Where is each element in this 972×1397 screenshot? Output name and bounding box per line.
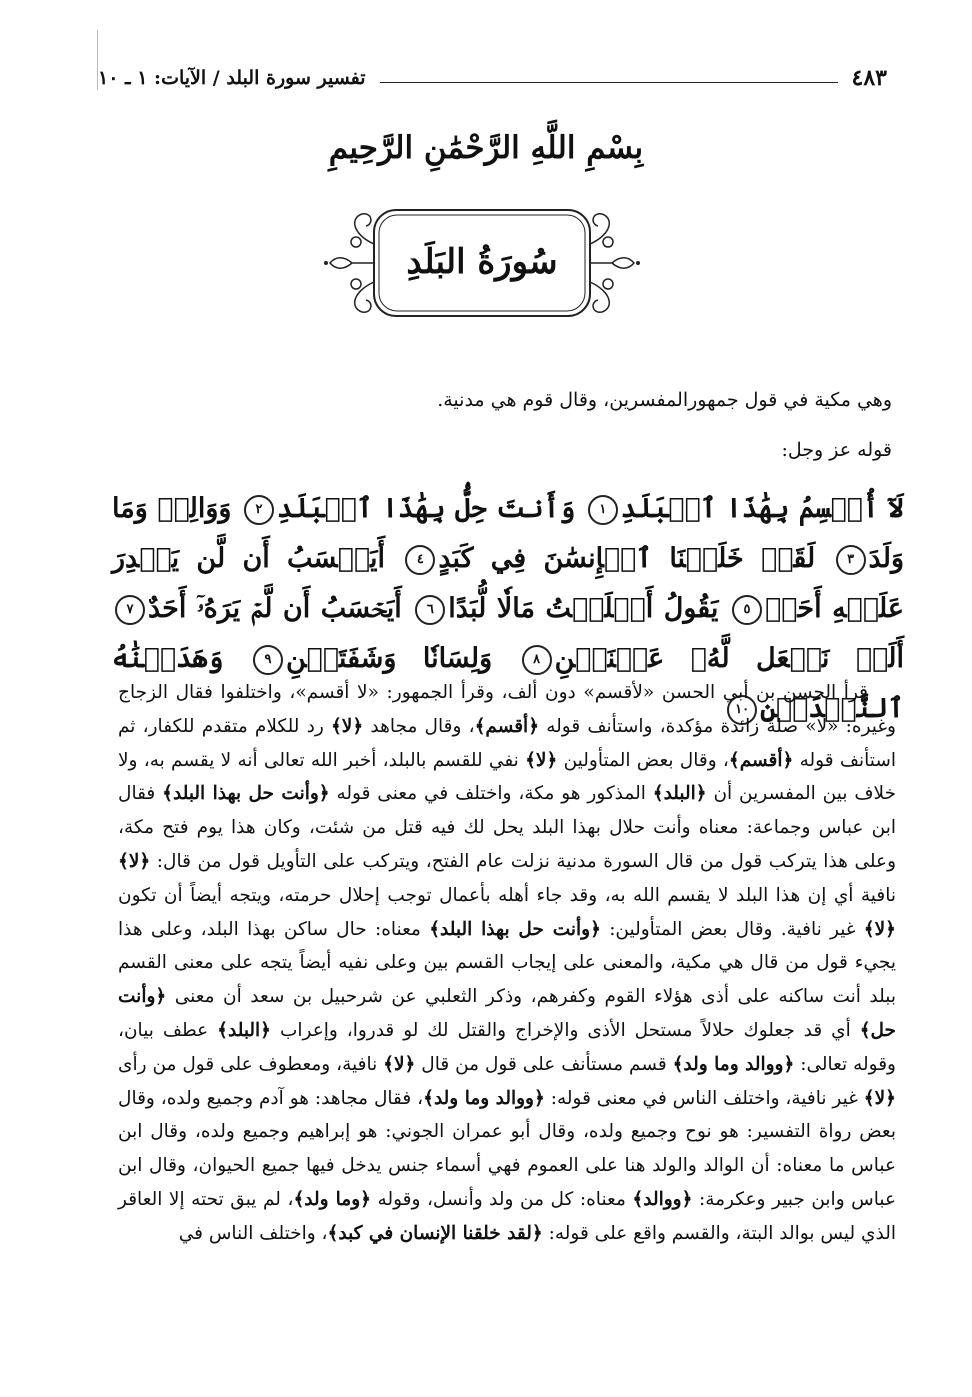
- commentary-text: نافية أي إن هذا البلد لا يقسم الله به، وقد جاء أهله بأعمال توجب إحلال حرمته، ويتجه أيضاً أن تكون: [118, 884, 896, 906]
- verse-text: أَيَحۡسَبُ أَن لَّمۡ يَرَهُۥٓ أَحَدٌ: [148, 593, 402, 624]
- verse-text: لَقَدۡ خَلَقۡنَا ٱلۡإِنسَٰنَ فِي كَبَدٍ: [438, 543, 816, 574]
- quoted-phrase: ﴿أقسم﴾: [728, 749, 794, 771]
- quoted-phrase: ﴿أقسم﴾: [474, 715, 540, 737]
- ayah-number-icon: ٢: [244, 495, 274, 525]
- commentary-text: قرأ الحسن بن أبي الحسن «لأقسم» دون ألف، وقرأ الجمهور: «لا أقسم»، واختلفوا فقال الزجاج وغيره: «لا» صلة زائدة مؤكدة، واستأنف قوله: [118, 682, 896, 737]
- ayah-number-icon: ٥: [732, 595, 762, 625]
- surah-title: سُورَةُ البَلَدِ: [406, 242, 558, 282]
- commentary-text: غير نافية، واختلف الناس في معنى قوله:: [544, 1087, 864, 1109]
- quoted-phrase: ﴿لا﴾: [383, 1053, 416, 1075]
- verse-text: أَيَحۡسَبُ أَن لَّن يَقۡدِرَ عَلَيۡهِ أَحَدٞ: [112, 543, 904, 624]
- running-header: [98, 58, 887, 98]
- quoted-phrase: ﴿ووالد وما ولد﴾: [672, 1053, 795, 1075]
- basmala: بِسْمِ اللَّهِ الرَّحْمَٰنِ الرَّحِيمِ: [328, 130, 644, 166]
- commentary-text: غير نافية. وقال بعض المتأولين:: [600, 918, 864, 940]
- verse-text: لَآ أُقۡسِمُ بِهَٰذَا ٱلۡبَلَدِ: [620, 493, 905, 524]
- ayah-number-icon: ١٠: [727, 695, 757, 725]
- commentary-text: ، فقال مجاهد: هو آدم وجميع ولده، وقال بعض رواة التفسير: هو نوح وجميع ولده، وقال أبو عمران الجوني: هو إبراهيم وجميع ولده، وقال ابن عباس ما معناه: أن الوالد والولد هنا على العموم فهي أسماء جنس يدخل فيها جميع الحيوان، وقال ابن عباس وابن جبير وعكرمة:: [118, 1087, 897, 1210]
- commentary-text: نفي للقسم بالبلد، أخبر الله تعالى أنه لا يقسم به، ولا خلاف بين المفسرين أن: [118, 749, 896, 805]
- verse-text: وَأَنتَ حِلُّۢ بِهَٰذَا ٱلۡبَلَدِ: [277, 493, 576, 524]
- commentary-text: ، واختلف الناس في: [178, 1222, 328, 1244]
- surah-title-frame: [322, 204, 642, 322]
- commentary-paragraph: [118, 676, 896, 1251]
- quoted-phrase: ﴿وأنت حل بهذا البلد﴾: [429, 918, 601, 940]
- verse-text: يَقُولُ أَهۡلَكۡتُ مَالٗا لُّبَدًا: [448, 593, 719, 624]
- commentary-text: ، لم يبق تحته إلا العاقر الذي ليس بوالد البتة، والقسم واقع على قوله:: [118, 1188, 896, 1244]
- commentary-text: معناه: كل من ولد وأنسل، وقوله: [370, 1188, 633, 1210]
- commentary-text: فقال ابن عباس وجماعة: معناه وأنت حلال بهذا البلد يحل لك فيه قتل من شئت، وكان هذا يوم فتح مكة، وعلى هذا يتركب قول من قال السورة مدنية نزلت عام الفتح، ويتركب على التأويل قول من قال:: [118, 783, 896, 872]
- page-number: ٤٨٣: [851, 65, 887, 91]
- quoted-phrase: ﴿لا﴾: [330, 715, 364, 737]
- commentary-text: ، وقال مجاهد: [363, 715, 475, 737]
- quoted-phrase: ﴿ووالد وما ولد﴾: [423, 1087, 545, 1109]
- header-rule: [380, 82, 838, 83]
- quoted-phrase: ﴿لقد خلقنا الإنسان في كبد﴾: [327, 1222, 543, 1244]
- quoted-phrase: ﴿وما ولد﴾: [293, 1188, 371, 1210]
- commentary-text: ، وقال بعض المتأولين: [557, 749, 729, 771]
- commentary-text: المذكور هو مكة، واختلف في معنى قوله: [329, 783, 653, 805]
- quoted-phrase: ﴿البلد﴾: [652, 783, 707, 805]
- ayah-number-icon: ١: [588, 495, 618, 525]
- quoted-phrase: ﴿البلد﴾: [217, 1019, 272, 1041]
- verse-text: وَلِسَانٗا وَشَفَتَيۡنِ: [285, 643, 493, 674]
- ayah-number-icon: ٣: [836, 545, 866, 575]
- running-title: تفسير سورة البلد / الآيات: ١ ـ ١٠: [98, 67, 366, 89]
- commentary-text: نافية، ومعطوف على قول من رأى: [118, 1053, 384, 1075]
- ayah-number-icon: ٦: [415, 595, 445, 625]
- quoted-phrase: ﴿وأنت حل﴾: [118, 986, 896, 1041]
- verse-text: وَهَدَيۡنَٰهُ ٱلنَّجۡدَيۡنِ: [112, 643, 904, 724]
- quoted-phrase: ﴿لا﴾: [863, 918, 896, 940]
- commentary-text: معناه: حال ساكن بهذا البلد، وعلى هذا يجيء قول من قال هي مكية، والمعنى على إيجاب القسم بين وعلى نفيه أيضاً يتجه على معنى القسم ببلد أنت ساكنه على أذى هؤلاء القوم وكفرهم، وذكر الثعلبي عن شرحبيل بن سعد أن معنى: [118, 918, 896, 1008]
- quoted-phrase: ﴿ووالد﴾: [632, 1188, 693, 1210]
- ayah-number-icon: ٤: [405, 545, 435, 575]
- ayah-number-icon: ٩: [253, 645, 283, 675]
- quoted-phrase: ﴿لا﴾: [118, 850, 151, 872]
- verse-text: وَوَالِدٖ وَمَا وَلَدَ: [112, 493, 904, 574]
- commentary: [118, 676, 896, 1251]
- intro-text: وهي مكية في قول جمهورالمفسرين، وقال قوم هي مدنية.: [437, 389, 892, 411]
- ayah-number-icon: ٧: [115, 595, 145, 625]
- commentary-text: قسم مستأنف على قول من قال: [415, 1053, 673, 1075]
- lead-text: قوله عز وجل:: [781, 439, 892, 461]
- quoted-phrase: ﴿وأنت حل بهذا البلد﴾: [162, 783, 330, 805]
- commentary-text: رد للكلام متقدم للكفار، ثم استأنف قوله: [118, 715, 896, 771]
- ayah-number-icon: ٨: [522, 645, 552, 675]
- quoted-phrase: ﴿لا﴾: [863, 1087, 896, 1109]
- commentary-text: عطف بيان، وقوله تعالى:: [118, 1019, 896, 1075]
- quoted-phrase: ﴿لا﴾: [525, 749, 558, 771]
- verse-text: أَلَمۡ نَجۡعَل لَّهُۥ عَيۡنَيۡنِ: [554, 643, 904, 674]
- commentary-text: أي قد جعلوك حلالاً مستحل الأذى والإخراج والقتل لك لو قدروا، وإعراب: [271, 1019, 860, 1041]
